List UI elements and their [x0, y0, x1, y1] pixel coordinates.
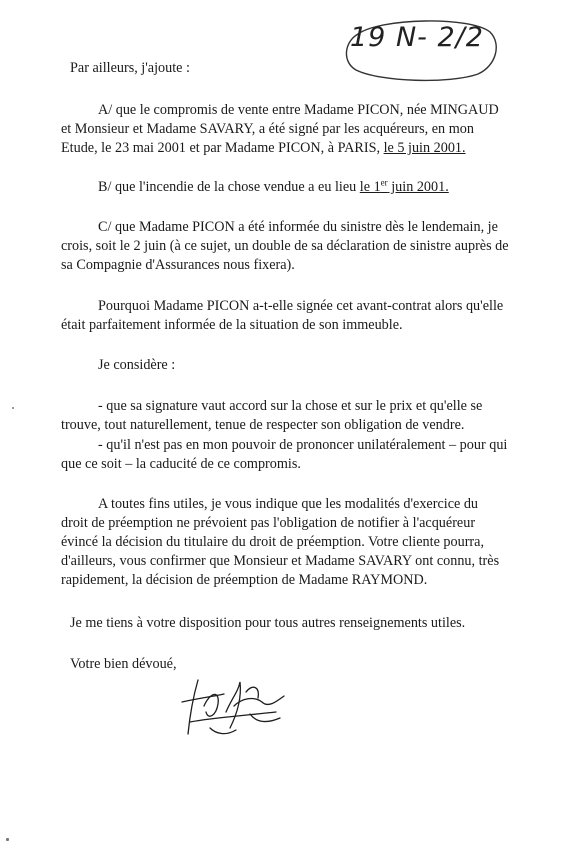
fire-date-sup: er [380, 177, 388, 188]
paragraph-a-line1: A/ que le compromis de vente entre Madame PICON, née MINGAUD [98, 102, 499, 118]
considere-line: Je considère : [98, 357, 176, 373]
point-1-line1: - que sa signature vaut accord sur la chose et sur le prix et qu'elle se [98, 398, 483, 414]
paragraph-fins-line2: droit de préemption ne prévoient pas l'obligation de notifier à l'acquéreur [61, 515, 476, 531]
paragraph-a-line3 [61, 139, 466, 158]
paragraph-b [98, 178, 449, 197]
paragraph-fins-line1: A toutes fins utiles, je vous indique que les modalités d'exercice du [98, 496, 479, 512]
paragraph-a-line2: et Monsieur et Madame SAVARY, a été signé par les acquéreurs, en mon [61, 121, 474, 137]
paragraph-fins-line5: rapidement, la décision de préemption de Madame RAYMOND. [61, 572, 428, 588]
paragraph-pourquoi-line2: était parfaitement informée de la situation de son immeuble. [61, 317, 403, 333]
signature-date-underlined: le 5 juin 2001. [383, 140, 466, 156]
paragraph-fins-line3: évincé la décision du titulaire du droit de préemption. Votre cliente pourra, [61, 534, 484, 550]
fire-date-rest: juin 2001. [387, 179, 449, 195]
fire-date-day: le 1 [359, 179, 381, 195]
disposition-line: Je me tiens à votre disposition pour tous autres renseignements utiles. [70, 615, 466, 631]
paragraph-c-line2: crois, soit le 2 juin (à ce sujet, un double de sa déclaration de sinistre auprès de [61, 238, 509, 254]
intro-line: Par ailleurs, j'ajoute : [70, 60, 190, 76]
paragraph-pourquoi-line1: Pourquoi Madame PICON a-t-elle signée cet avant-contrat alors qu'elle [98, 298, 504, 314]
closing-line: Votre bien dévoué, [70, 656, 177, 672]
reference-stamp-text: 19 N- 2/2 [350, 22, 484, 53]
handwritten-signature [180, 672, 290, 744]
paragraph-b-text: B/ que l'incendie de la chose vendue a eu lieu [98, 179, 360, 195]
fire-date-underlined [360, 179, 449, 195]
scan-speck [6, 838, 9, 841]
paragraph-c-line3: sa Compagnie d'Assurances nous fixera). [61, 257, 295, 273]
point-2-line2: que ce soit – la caducité de ce compromis. [61, 456, 301, 472]
point-2-line1: - qu'il n'est pas en mon pouvoir de prononcer unilatéralement – pour qui [98, 437, 508, 453]
paragraph-c-line1: C/ que Madame PICON a été informée du sinistre dès le lendemain, je [98, 219, 498, 235]
point-1-line2: trouve, tout naturellement, tenue de respecter son obligation de vendre. [61, 417, 465, 433]
scan-speck [12, 407, 14, 409]
paragraph-fins-line4: d'ailleurs, vous confirmer que Monsieur et Madame SAVARY ont connu, très [61, 553, 500, 569]
paragraph-a-line3-text: Etude, le 23 mai 2001 et par Madame PICON, à PARIS, [61, 140, 384, 156]
